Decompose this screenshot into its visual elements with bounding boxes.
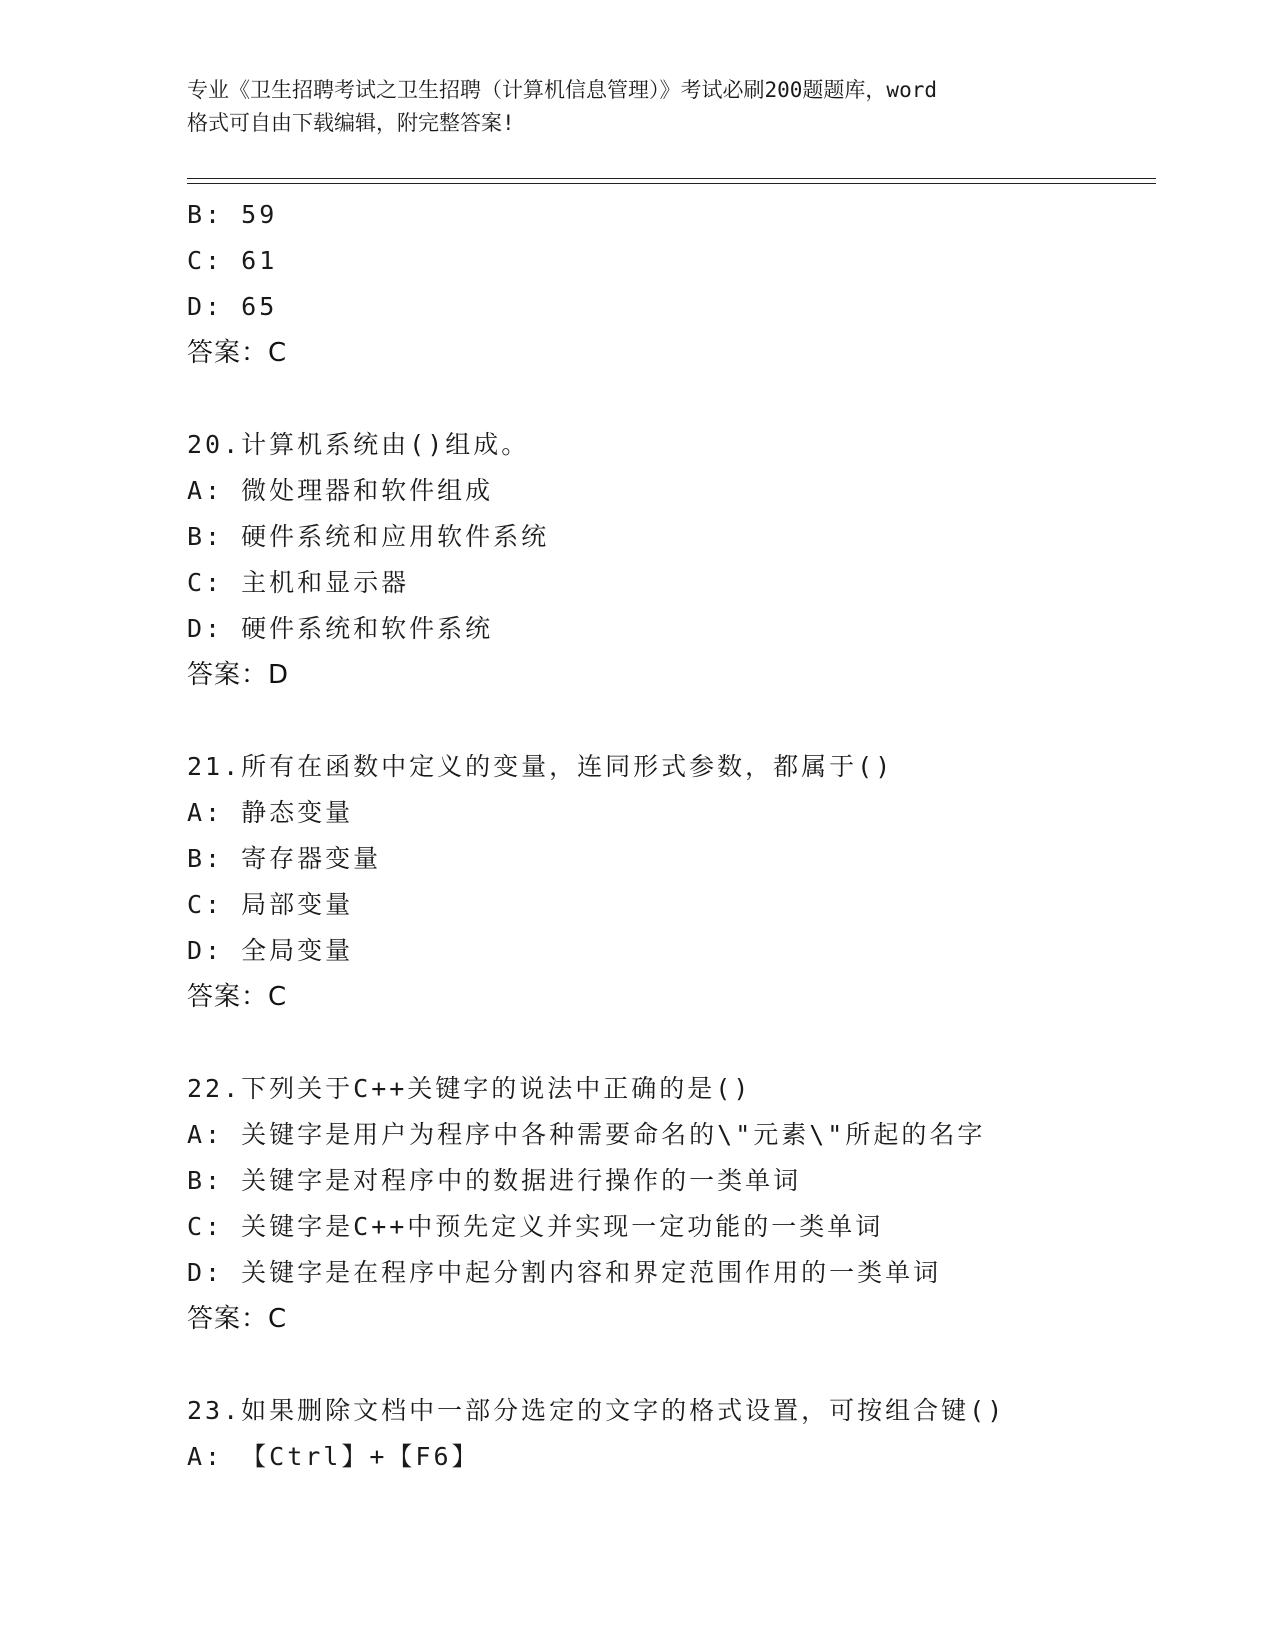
question-20 — [187, 422, 1167, 698]
spacer — [187, 1342, 1167, 1388]
question-stem: 22.下列关于C++关键字的说法中正确的是() — [187, 1074, 752, 1103]
spacer — [187, 376, 1167, 422]
spacer — [187, 698, 1167, 744]
header-line-1: 专业《卫生招聘考试之卫生招聘（计算机信息管理）》考试必刷200题题库，word — [187, 78, 937, 102]
option-b: B: 寄存器变量 — [187, 844, 382, 873]
document-header — [187, 74, 1087, 140]
option-d: D: 硬件系统和软件系统 — [187, 614, 494, 643]
question-19-continued — [187, 192, 1167, 376]
option-a: A: 静态变量 — [187, 798, 354, 827]
question-stem: 21.所有在函数中定义的变量，连同形式参数，都属于() — [187, 752, 894, 781]
option-a: A: 关键字是用户为程序中各种需要命名的\"元素\"所起的名字 — [187, 1120, 986, 1149]
question-list — [187, 192, 1167, 1480]
spacer — [187, 1020, 1167, 1066]
question-21 — [187, 744, 1167, 1020]
option-a: A: 【Ctrl】+【F6】 — [187, 1442, 480, 1471]
option-b: B: 59 — [187, 200, 278, 229]
option-b: B: 关键字是对程序中的数据进行操作的一类单词 — [187, 1166, 802, 1195]
option-b: B: 硬件系统和应用软件系统 — [187, 522, 550, 551]
header-divider-bottom — [187, 183, 1156, 184]
option-c: C: 局部变量 — [187, 890, 354, 919]
option-c: C: 61 — [187, 246, 278, 275]
option-c: C: 关键字是C++中预先定义并实现一定功能的一类单词 — [187, 1212, 884, 1241]
option-d: D: 全局变量 — [187, 936, 354, 965]
header-divider-top — [187, 178, 1156, 179]
option-a: A: 微处理器和软件组成 — [187, 476, 494, 505]
option-d: D: 65 — [187, 292, 278, 321]
answer-line: 答案：C — [187, 982, 288, 1012]
answer-line: 答案：C — [187, 1304, 288, 1334]
option-c: C: 主机和显示器 — [187, 568, 410, 597]
question-stem: 23.如果删除文档中一部分选定的文字的格式设置，可按组合键() — [187, 1396, 1006, 1425]
question-22 — [187, 1066, 1167, 1342]
question-23 — [187, 1388, 1167, 1480]
question-stem: 20.计算机系统由()组成。 — [187, 430, 530, 459]
option-d: D: 关键字是在程序中起分割内容和界定范围作用的一类单词 — [187, 1258, 942, 1287]
header-line-2: 格式可自由下载编辑，附完整答案! — [187, 111, 515, 135]
answer-line: 答案：C — [187, 338, 288, 368]
answer-line: 答案：D — [187, 660, 290, 690]
